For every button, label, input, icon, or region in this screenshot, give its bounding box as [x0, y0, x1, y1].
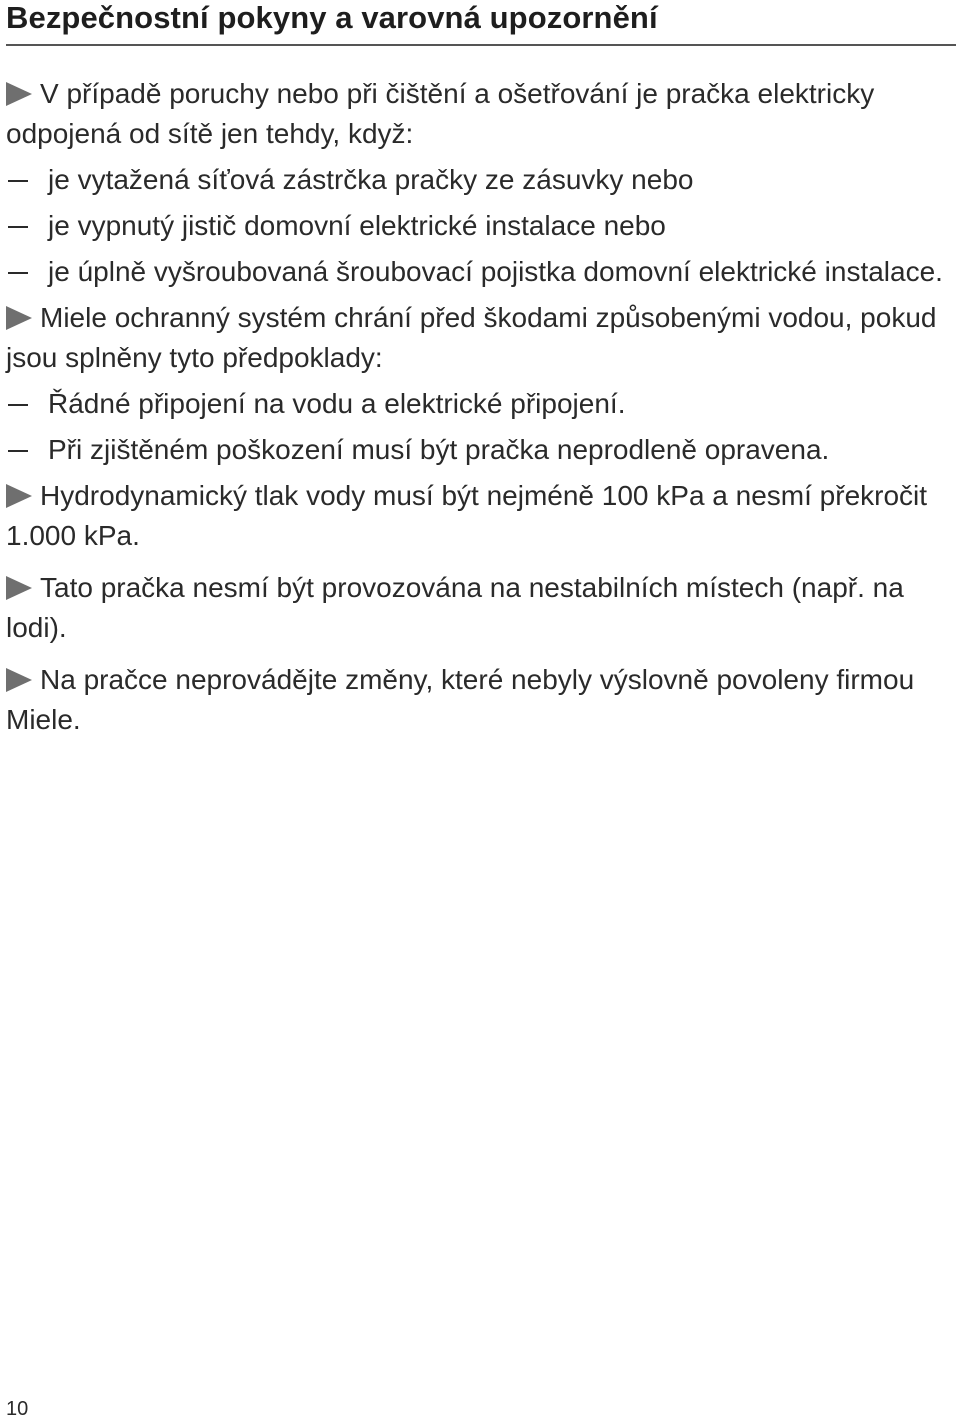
arrow-bullet-icon: [6, 306, 32, 330]
list-item-text: je vytažená síťová zástrčka pračky ze zásuvky nebo: [48, 164, 694, 195]
arrow-bullet-icon: [6, 668, 32, 692]
warning-text: Tato pračka nesmí být provozována na nestabilních místech (např. na lodi).: [6, 572, 904, 643]
heading-divider: [6, 44, 956, 46]
list-item-text: je úplně vyšroubovaná šroubovací pojistka domovní elektrické instalace.: [48, 256, 943, 287]
warnings-content: [6, 74, 950, 740]
arrow-bullet-icon: [6, 576, 32, 600]
arrow-bullet-icon: [6, 82, 32, 106]
condition-list: [6, 384, 950, 470]
list-item-text: Řádné připojení na vodu a elektrické připojení.: [48, 388, 626, 419]
list-item: [6, 252, 950, 292]
warning-paragraph: [6, 660, 950, 740]
list-item-text: Při zjištěném poškození musí být pračka neprodleně opravena.: [48, 434, 830, 465]
warning-text: Miele ochranný systém chrání před škodami způsobenými vodou, pokud jsou splněny tyto předpoklady:: [6, 302, 937, 373]
page-number: 10: [6, 1398, 29, 1420]
list-item: [6, 384, 950, 424]
warning-paragraph: [6, 568, 950, 648]
warning-text: Na pračce neprovádějte změny, které nebyly výslovně povoleny firmou Miele.: [6, 664, 915, 735]
warning-paragraph: [6, 298, 950, 378]
warning-text: V případě poruchy nebo při čištění a ošetřování je pračka elektricky odpojená od sítě jen tehdy, když:: [6, 78, 875, 149]
arrow-bullet-icon: [6, 484, 32, 508]
list-item-text: je vypnutý jistič domovní elektrické instalace nebo: [48, 210, 666, 241]
section-heading: Bezpečnostní pokyny a varovná upozornění: [6, 0, 658, 35]
list-item: [6, 206, 950, 246]
condition-list: [6, 160, 950, 292]
warning-paragraph: [6, 74, 950, 154]
list-item: [6, 160, 950, 200]
warning-paragraph: [6, 476, 950, 556]
list-item: [6, 430, 950, 470]
warning-text: Hydrodynamický tlak vody musí být nejméně 100 kPa a nesmí překročit 1.000 kPa.: [6, 480, 928, 551]
